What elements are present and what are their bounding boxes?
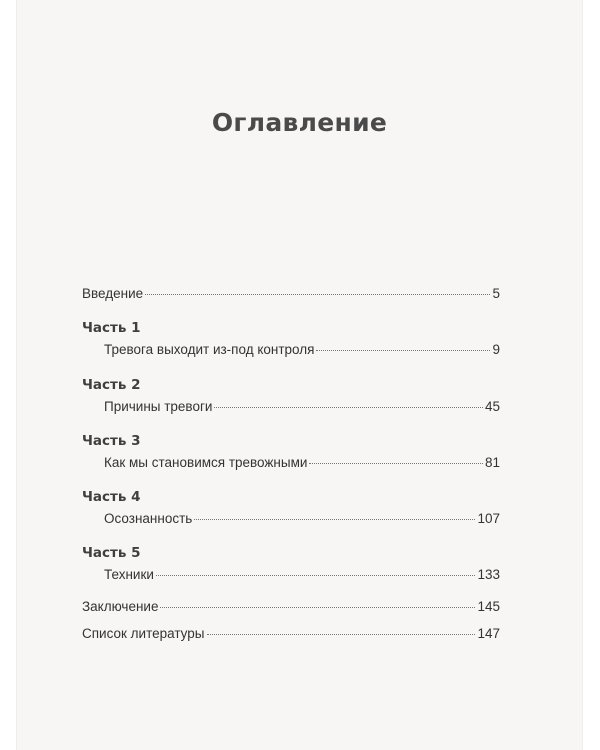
toc-entry-label: Список литературы xyxy=(82,626,205,641)
part-heading-4: Часть 4 xyxy=(82,489,141,505)
toc-entry-label: Тревога выходит из-под контроля xyxy=(104,342,315,357)
page-title: Оглавление xyxy=(211,108,388,137)
toc-entry-page: 133 xyxy=(477,567,500,582)
dot-leader xyxy=(309,463,483,464)
part-heading-5: Часть 5 xyxy=(82,545,141,561)
toc-entry-part-3[interactable] xyxy=(104,454,500,472)
toc-entry-label: Причины тревоги xyxy=(104,399,213,414)
toc-entry-page: 107 xyxy=(477,511,500,526)
dot-leader xyxy=(145,294,490,295)
toc-entry-label: Техники xyxy=(104,567,154,582)
toc-entry-page: 45 xyxy=(484,399,500,414)
toc-entry-part-2[interactable] xyxy=(104,398,500,416)
toc-entry-page: 9 xyxy=(492,342,500,357)
toc-entry-page: 147 xyxy=(477,626,500,641)
book-page xyxy=(17,0,582,750)
toc-entry-bibliography[interactable] xyxy=(82,625,500,643)
toc-entry-label: Осознанность xyxy=(104,511,193,526)
toc-entry-part-4[interactable] xyxy=(104,510,500,528)
dot-leader xyxy=(207,634,476,635)
toc-entry-conclusion[interactable] xyxy=(82,598,500,616)
toc-entry-page: 145 xyxy=(477,599,500,614)
part-heading-3: Часть 3 xyxy=(82,433,141,449)
toc-entry-label: Заключение xyxy=(82,599,159,614)
toc-entry-part-1[interactable] xyxy=(104,341,500,359)
dot-leader xyxy=(156,575,476,576)
toc-entry-intro[interactable] xyxy=(82,285,500,303)
dot-leader xyxy=(160,607,475,608)
toc-entry-page: 5 xyxy=(492,286,500,301)
toc-entry-part-5[interactable] xyxy=(104,566,500,584)
part-heading-1: Часть 1 xyxy=(82,320,141,336)
part-heading-2: Часть 2 xyxy=(82,377,141,393)
dot-leader xyxy=(194,519,475,520)
dot-leader xyxy=(214,407,483,408)
toc-entry-label: Введение xyxy=(82,286,144,301)
toc-entry-label: Как мы становимся тревожными xyxy=(104,455,308,470)
toc-entry-page: 81 xyxy=(484,455,500,470)
dot-leader xyxy=(316,350,490,351)
